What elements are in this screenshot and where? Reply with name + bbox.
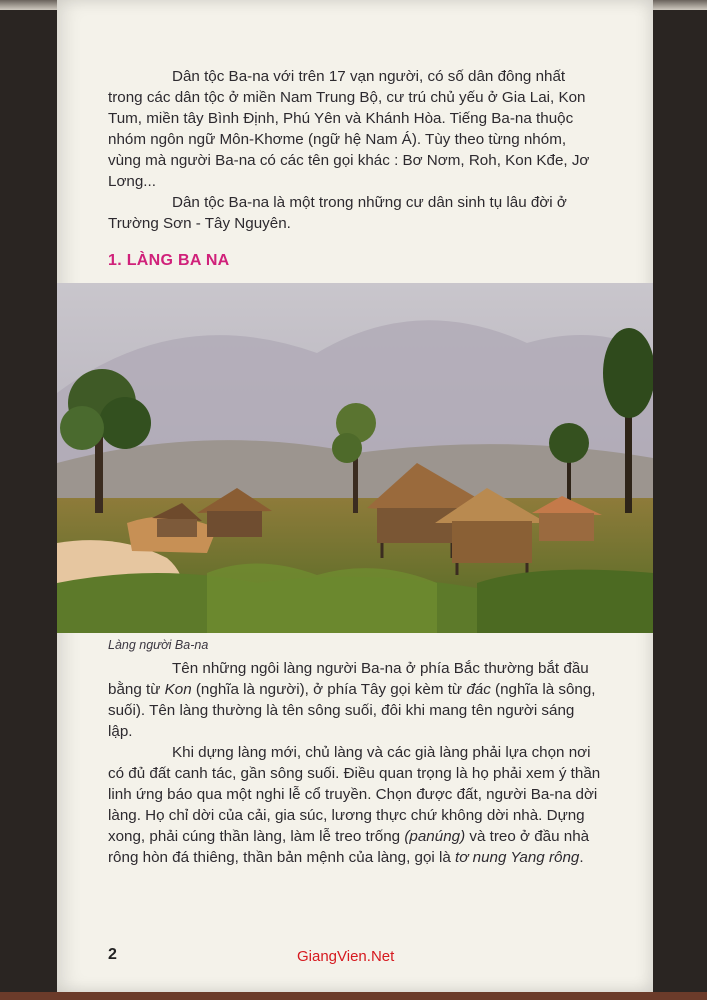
term-kon: Kon xyxy=(164,681,192,698)
body-paragraph-1-part-3: (nghĩa là sông, suối). Tên làng thường là tên sông suối, đôi khi mang tên người sáng lập. xyxy=(108,681,596,740)
intro-paragraph-1 xyxy=(108,66,603,192)
term-dac: đác xyxy=(466,681,491,698)
section-heading: 1. LÀNG BA NA xyxy=(108,252,230,269)
intro-paragraph-2-text: Dân tộc Ba-na là một trong những cư dân sinh tụ lâu đời ở Trường Sơn - Tây Nguyên. xyxy=(108,194,567,232)
intro-paragraph-1-text: Dân tộc Ba-na với trên 17 vạn người, có số dân đông nhất trong các dân tộc ở miền Nam Trung Bộ, cư trú chủ yếu ở Gia Lai, Kon Tum, miền tây Bình Định, Phú Yên và Khánh Hòa. Tiếng Ba-na thuộc nhóm ngôn ngữ Môn-Khơme (ngữ hệ Nam Á). Tùy theo từng nhóm, vùng mà người Ba-na có các tên gọi khác : Bơ Nơm, Roh, Kon Kđe, Jơ Lơng... xyxy=(108,68,590,190)
body-paragraph-1 xyxy=(108,658,603,742)
village-photo xyxy=(57,283,653,633)
body-paragraph-2-part-2: và treo ở đầu nhà rông hòn đá thiêng, thần bản mệnh của làng, gọi là xyxy=(108,828,590,866)
body-paragraph-2-part-3: . xyxy=(579,849,584,866)
term-panung: (panúng) xyxy=(404,828,466,845)
intro-paragraph-2 xyxy=(108,192,603,234)
body-paragraph-2 xyxy=(108,742,603,868)
body-paragraph-1-part-2: (nghĩa là người), ở phía Tây gọi kèm từ xyxy=(191,681,467,698)
photo-caption: Làng người Ba-na xyxy=(108,638,209,652)
term-to-nung-yang-rong: tơ nung Yang rông xyxy=(455,849,580,866)
body-paragraph-2-part-1: Khi dựng làng mới, chủ làng và các già làng phải lựa chọn nơi có đủ đất canh tác, gần sông suối. Điều quan trọng là họ phải xem ý thần linh ứng báo qua một nghi lễ cổ truyền. Chọn được đất, người Ba-na dời làng. Họ chỉ dời của cải, gia súc, lương thực chứ không dời nhà. Dựng xong, phải cúng thần làng, làm lễ treo trống xyxy=(108,744,601,845)
book-page xyxy=(57,0,653,992)
book-edge-bottom xyxy=(0,992,707,1000)
page-number: 2 xyxy=(108,946,117,963)
site-watermark: GiangVien.Net xyxy=(297,948,395,965)
body-paragraph-1-part-1: Tên những ngôi làng người Ba-na ở phía Bắc thường bắt đầu bằng từ xyxy=(108,660,589,698)
